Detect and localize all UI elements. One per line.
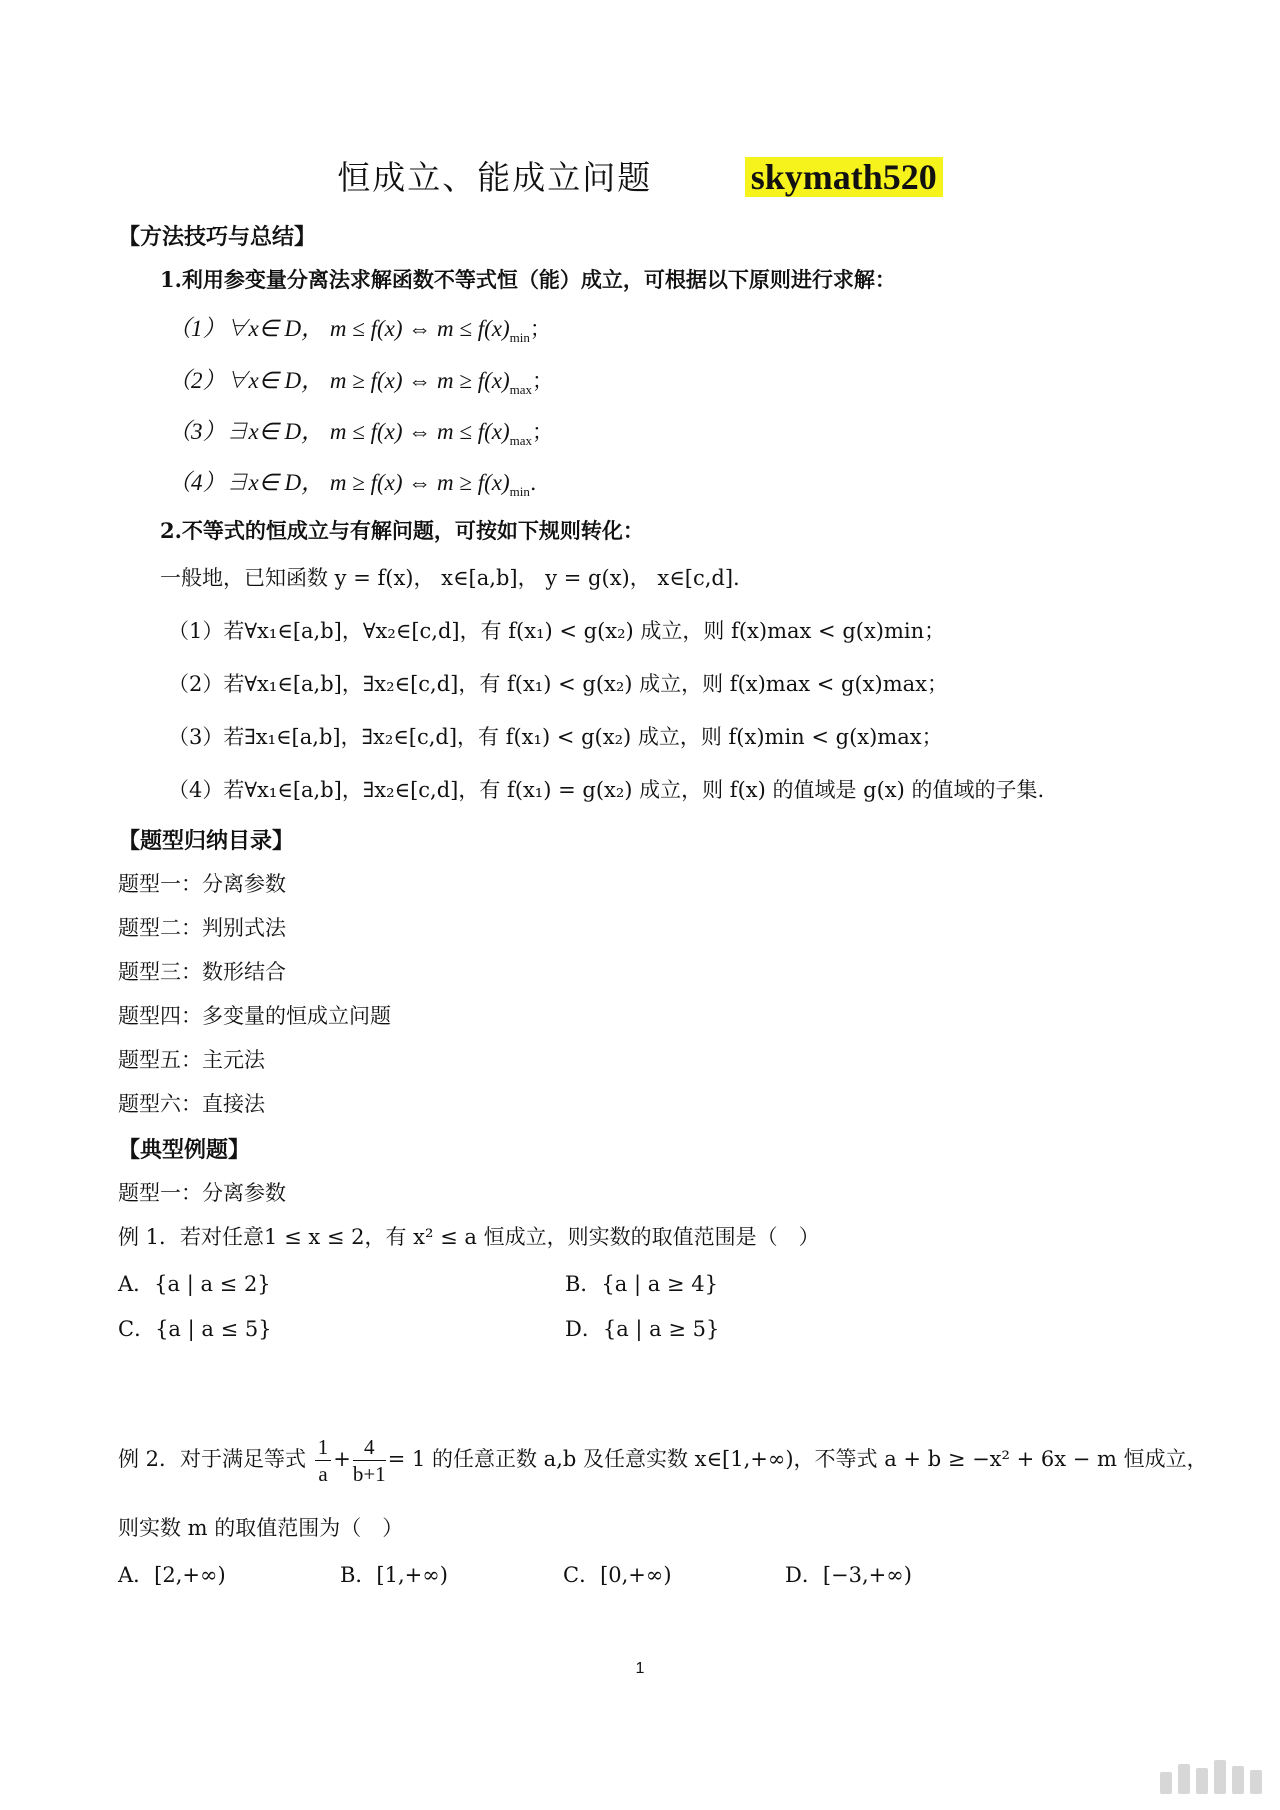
example-1-option-b: B．{a | a ≥ 4} (565, 1272, 718, 1296)
example-2-line-2: 则实数 m 的取值范围为（ ） (118, 1516, 404, 1540)
example-1-option-a: A．{a | a ≤ 2} (118, 1272, 271, 1296)
example-2-option-c: C．[0,+∞) (563, 1563, 672, 1587)
page-title (0, 152, 1280, 199)
method-point-2: 2.不等式的恒成立与有解问题，可按如下规则转化： (160, 518, 644, 543)
watermark-bar (1196, 1768, 1208, 1794)
page-number: 1 (635, 1660, 645, 1677)
method-point-1: 1.利用参变量分离法求解函数不等式恒（能）成立，可根据以下原则进行求解： (160, 267, 896, 292)
general-statement: 一般地，已知函数 y = f(x)， x∈[a,b]， y = g(x)， x∈[c,d]. (160, 566, 740, 590)
catalog-item: 题型四：多变量的恒成立问题 (118, 1004, 391, 1028)
rule-2-4: （4）若∀x₁∈[a,b]，∃x₂∈[c,d]，有 f(x₁) = g(x₂) 成立，则 f(x) 的值域是 g(x) 的值域的子集. (168, 778, 1045, 802)
rule-2-1: （1）若∀x₁∈[a,b]，∀x₂∈[c,d]，有 f(x₁) < g(x₂) 成立，则 f(x)max < g(x)min； (168, 619, 946, 643)
example-1-option-d: D．{a | a ≥ 5} (565, 1317, 720, 1341)
fraction-4-over-b-plus-1: $\frac{4}{b+1}$ (352, 1435, 386, 1486)
rule-1-2: （2）∀x∈ D， m ≥ f(x) ⇔ $m \ge f(x)_{max}$； (168, 368, 554, 397)
rule-1-1: （1）∀x∈ D， m ≤ f(x) ⇔ $m \le f(x)_{min}$； (168, 316, 551, 345)
example-1-question: 例 1．若对任意1 ≤ x ≤ 2，有 x² ≤ a 恒成立，则实数的取值范围是（ ） (118, 1225, 820, 1249)
catalog-item: 题型二：判别式法 (118, 916, 286, 940)
watermark-bar (1160, 1772, 1172, 1794)
catalog-item: 题型三：数形结合 (118, 960, 286, 984)
title-text: 恒成立、能成立问题 (337, 158, 653, 197)
watermark-bars (1160, 1760, 1262, 1794)
rule-2-3: （3）若∃x₁∈[a,b]，∃x₂∈[c,d]，有 f(x₁) < g(x₂) 成立，则 f(x)min < g(x)max； (168, 725, 943, 749)
rule-2-2: （2）若∀x₁∈[a,b]，∃x₂∈[c,d]，有 f(x₁) < g(x₂) 成立，则 f(x)max < g(x)max； (168, 672, 948, 696)
catalog-item: 题型六：直接法 (118, 1092, 265, 1116)
example-2-question: 例 2．对于满足等式 $\frac{1}{a}$ + $\frac{4}{b+1}$ = 1 的任意正数 a,b 及任意实数 x∈[1,+∞)，不等式 a + b ≥ −x² + 6x − m 恒成立， (118, 1435, 1208, 1486)
example-2-option-d: D．[−3,+∞) (785, 1563, 912, 1587)
section-heading-catalog: 【题型归纳目录】 (118, 828, 295, 854)
example-1-option-c: C．{a | a ≤ 5} (118, 1317, 272, 1341)
section-heading-method: 【方法技巧与总结】 (118, 224, 317, 250)
watermark-bar (1178, 1764, 1190, 1794)
example-2-option-b: B．[1,+∞) (340, 1563, 448, 1587)
rule-1-3: （3）∃x∈ D， m ≤ f(x) ⇔ $m \le f(x)_{max}$； (168, 419, 554, 448)
fraction-1-over-a: $\frac{1}{a}$ (315, 1434, 332, 1487)
watermark-bar (1232, 1766, 1244, 1794)
watermark-bar (1250, 1770, 1262, 1794)
type-one-heading: 题型一：分离参数 (118, 1181, 286, 1205)
catalog-item: 题型五：主元法 (118, 1048, 265, 1072)
section-heading-examples: 【典型例题】 (118, 1137, 251, 1163)
example-2-option-a: A．[2,+∞) (118, 1563, 226, 1587)
watermark-bar (1214, 1760, 1226, 1794)
catalog-item: 题型一：分离参数 (118, 872, 286, 896)
highlight-tag: skymath520 (745, 157, 943, 197)
rule-1-4: （4）∃x∈ D， m ≥ f(x) ⇔ $m \ge f(x)_{min}$. (168, 470, 537, 499)
